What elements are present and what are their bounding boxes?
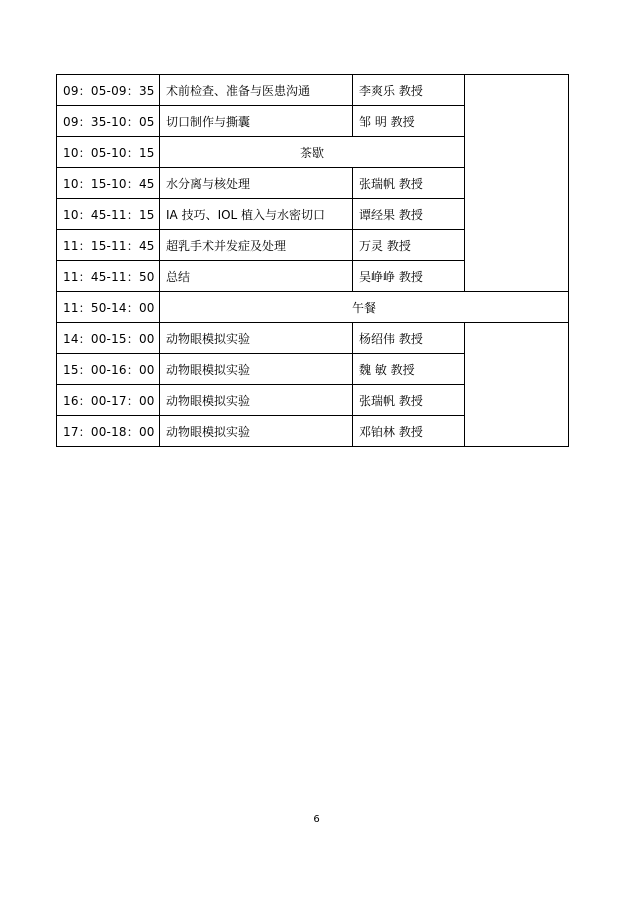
topic-cell: 动物眼模拟实验	[160, 354, 353, 385]
time-cell: 11：50-14：00	[57, 292, 160, 323]
time-cell: 17：00-18：00	[57, 416, 160, 447]
time-cell: 09：35-10：05	[57, 106, 160, 137]
time-cell: 10：15-10：45	[57, 168, 160, 199]
topic-cell: 动物眼模拟实验	[160, 416, 353, 447]
time-cell: 09：05-09：35	[57, 75, 160, 106]
time-cell: 10：45-11：15	[57, 199, 160, 230]
time-cell: 10：05-10：15	[57, 137, 160, 168]
schedule-table	[56, 74, 569, 447]
speaker-cell: 邹 明 教授	[353, 106, 465, 137]
table-row	[57, 323, 569, 354]
time-cell: 14：00-15：00	[57, 323, 160, 354]
time-cell: 16：00-17：00	[57, 385, 160, 416]
speaker-cell: 吴峥峥 教授	[353, 261, 465, 292]
topic-cell: 术前检查、准备与医患沟通	[160, 75, 353, 106]
page-number: 6	[313, 814, 320, 825]
topic-cell: 切口制作与撕囊	[160, 106, 353, 137]
speaker-cell: 张瑞帆 教授	[353, 168, 465, 199]
speaker-cell: 张瑞帆 教授	[353, 385, 465, 416]
topic-cell: 动物眼模拟实验	[160, 323, 353, 354]
speaker-cell: 邓铂林 教授	[353, 416, 465, 447]
topic-cell: 超乳手术并发症及处理	[160, 230, 353, 261]
time-cell: 11：45-11：50	[57, 261, 160, 292]
tea-break-cell: 茶歇	[160, 137, 465, 168]
merged-empty-cell	[465, 323, 569, 447]
speaker-cell: 李爽乐 教授	[353, 75, 465, 106]
topic-cell: 动物眼模拟实验	[160, 385, 353, 416]
speaker-cell: 魏 敏 教授	[353, 354, 465, 385]
topic-cell: 水分离与核处理	[160, 168, 353, 199]
speaker-cell: 杨绍伟 教授	[353, 323, 465, 354]
table-row	[57, 75, 569, 106]
merged-empty-cell	[465, 75, 569, 292]
time-cell: 15：00-16：00	[57, 354, 160, 385]
topic-cell: 总结	[160, 261, 353, 292]
speaker-cell: 万灵 教授	[353, 230, 465, 261]
table-row	[57, 292, 569, 323]
topic-cell: IA 技巧、IOL 植入与水密切口	[160, 199, 353, 230]
time-cell: 11：15-11：45	[57, 230, 160, 261]
lunch-break-cell: 午餐	[160, 292, 569, 323]
speaker-cell: 谭经果 教授	[353, 199, 465, 230]
